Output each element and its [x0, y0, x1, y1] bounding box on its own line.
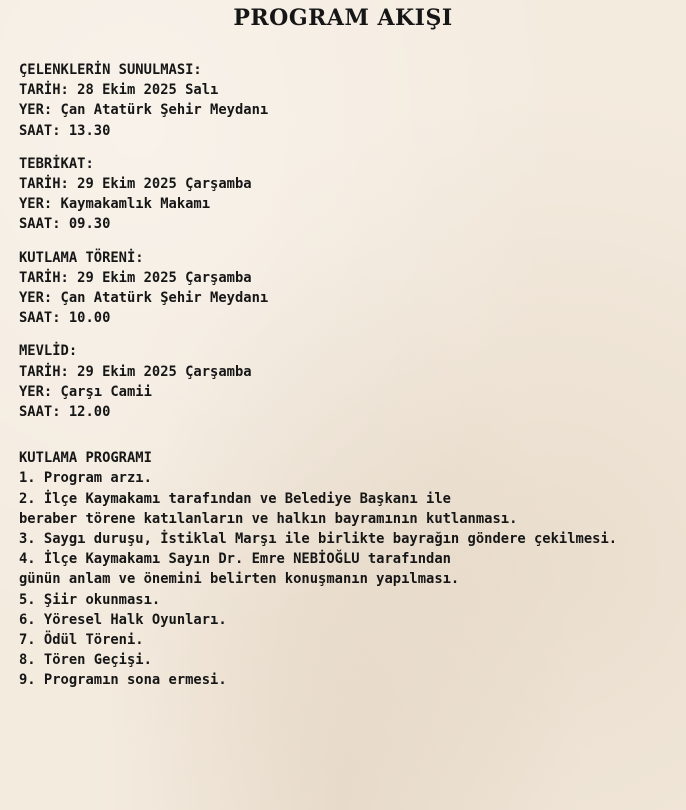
- event-wreath-laying: [19, 60, 683, 141]
- event-time: SAAT: 12.00: [19, 404, 111, 421]
- program-document: [19, 60, 683, 691]
- event-heading: KUTLAMA TÖRENİ:: [19, 249, 144, 266]
- event-heading: TEBRİKAT:: [19, 155, 94, 172]
- program-heading: KUTLAMA PROGRAMI: [19, 450, 152, 467]
- event-place: YER: Çarşı Camii: [19, 383, 152, 400]
- program-item-line: günün anlam ve önemini belirten konuşmanın yapılması.: [19, 571, 460, 588]
- event-heading: MEVLİD:: [19, 343, 78, 360]
- program-item: [19, 549, 683, 589]
- event-date: TARİH: 28 Ekim 2025 Salı: [19, 82, 219, 99]
- event-place: YER: Çan Atatürk Şehir Meydanı: [19, 290, 269, 307]
- celebration-program: [19, 448, 683, 690]
- program-item: [19, 468, 683, 488]
- program-item-line: 1. Program arzı.: [19, 470, 152, 487]
- event-celebration-ceremony: [19, 248, 683, 329]
- event-place: YER: Çan Atatürk Şehir Meydanı: [19, 102, 269, 119]
- program-list: [19, 468, 683, 690]
- program-item-line: 5. Şiir okunması.: [19, 591, 161, 608]
- program-item-line: 4. İlçe Kaymakamı Sayın Dr. Emre NEBİOĞLU tarafından: [19, 551, 451, 568]
- program-item-line: beraber törene katılanların ve halkın bayramının kutlanması.: [19, 510, 518, 527]
- program-item-line: 8. Tören Geçişi.: [19, 652, 152, 669]
- event-time: SAAT: 13.30: [19, 122, 111, 139]
- program-item-line: 2. İlçe Kaymakamı tarafından ve Belediye Başkanı ile: [19, 490, 451, 507]
- event-date: TARİH: 29 Ekim 2025 Çarşamba: [19, 176, 252, 193]
- event-time: SAAT: 10.00: [19, 310, 111, 327]
- program-item: [19, 590, 683, 610]
- program-item-line: 7. Ödül Töreni.: [19, 632, 144, 649]
- event-date: TARİH: 29 Ekim 2025 Çarşamba: [19, 269, 252, 286]
- program-item: [19, 630, 683, 650]
- program-item-line: 6. Yöresel Halk Oyunları.: [19, 611, 227, 628]
- program-item-line: 3. Saygı duruşu, İstiklal Marşı ile birlikte bayrağın göndere çekilmesi.: [19, 531, 618, 548]
- event-congratulations: [19, 154, 683, 235]
- program-item: [19, 670, 683, 690]
- program-item: [19, 650, 683, 670]
- event-heading: ÇELENKLERİN SUNULMASI:: [19, 62, 202, 78]
- event-time: SAAT: 09.30: [19, 216, 111, 233]
- event-place: YER: Kaymakamlık Makamı: [19, 196, 211, 213]
- program-item-line: 9. Programın sona ermesi.: [19, 672, 227, 689]
- program-item: [19, 610, 683, 630]
- event-date: TARİH: 29 Ekim 2025 Çarşamba: [19, 363, 252, 380]
- program-item: [19, 489, 683, 529]
- program-item: [19, 529, 683, 549]
- event-mevlid: [19, 341, 683, 422]
- page-title: PROGRAM AKIŞI: [233, 5, 453, 31]
